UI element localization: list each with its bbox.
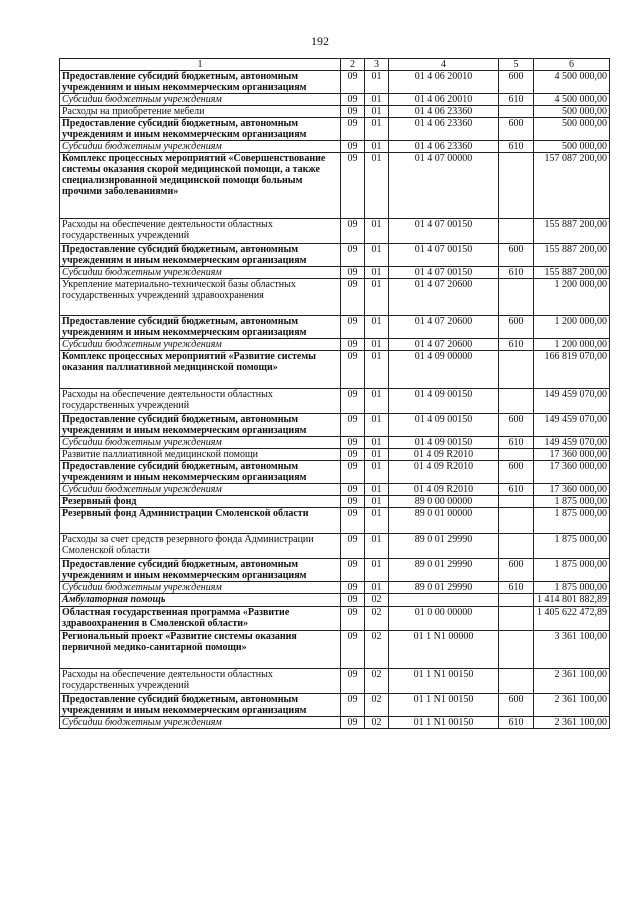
- target-article-cell: 01 4 06 23360: [389, 118, 499, 141]
- table-row: [60, 508, 610, 534]
- row-name-cell: Субсидии бюджетным учреждениям: [60, 582, 341, 594]
- section-code-cell: 09: [341, 389, 365, 414]
- row-name-cell: Субсидии бюджетным учреждениям: [60, 717, 341, 729]
- row-name-cell: Расходы за счет средств резервного фонда Администрации Смоленской области: [60, 534, 341, 559]
- subsection-code-cell: 01: [365, 582, 389, 594]
- amount-cell: 17 360 000,00: [534, 484, 610, 496]
- subsection-code-cell: 02: [365, 631, 389, 669]
- target-article-cell: 01 4 07 00150: [389, 219, 499, 244]
- table-header-row: [60, 59, 610, 71]
- row-name-cell: Предоставление субсидий бюджетным, автономным учреждениям и иным некоммерческим организациям: [60, 244, 341, 267]
- expense-type-cell: 600: [499, 559, 534, 582]
- table-row: [60, 694, 610, 717]
- expense-type-cell: 610: [499, 94, 534, 106]
- table-row: [60, 351, 610, 389]
- row-name-cell: Субсидии бюджетным учреждениям: [60, 437, 341, 449]
- section-code-cell: 09: [341, 94, 365, 106]
- section-code-cell: 09: [341, 461, 365, 484]
- section-code-cell: 09: [341, 717, 365, 729]
- subsection-code-cell: 02: [365, 594, 389, 607]
- expense-type-cell: [499, 607, 534, 631]
- amount-cell: 500 000,00: [534, 141, 610, 153]
- amount-cell: 1 875 000,00: [534, 508, 610, 534]
- subsection-code-cell: 01: [365, 94, 389, 106]
- row-name-cell: Расходы на обеспечение деятельности областных государственных учреждений: [60, 219, 341, 244]
- row-name-cell: Предоставление субсидий бюджетным, автономным учреждениям и иным некоммерческим организациям: [60, 414, 341, 437]
- amount-cell: 2 361 100,00: [534, 669, 610, 694]
- section-code-cell: 09: [341, 351, 365, 389]
- expense-type-cell: 610: [499, 484, 534, 496]
- amount-cell: 500 000,00: [534, 106, 610, 118]
- table-row: [60, 559, 610, 582]
- table-row: [60, 219, 610, 244]
- expense-type-cell: [499, 106, 534, 118]
- amount-cell: 3 361 100,00: [534, 631, 610, 669]
- amount-cell: 149 459 070,00: [534, 414, 610, 437]
- target-article-cell: 01 4 07 00150: [389, 244, 499, 267]
- section-code-cell: 09: [341, 141, 365, 153]
- section-code-cell: 09: [341, 449, 365, 461]
- expense-type-cell: 600: [499, 694, 534, 717]
- table-row: [60, 484, 610, 496]
- table-row: [60, 339, 610, 351]
- section-code-cell: 09: [341, 437, 365, 449]
- amount-cell: 166 819 070,00: [534, 351, 610, 389]
- header-cell-1: 1: [60, 59, 341, 71]
- amount-cell: 155 887 200,00: [534, 267, 610, 279]
- expense-type-cell: [499, 219, 534, 244]
- section-code-cell: 09: [341, 279, 365, 316]
- table-row: [60, 94, 610, 106]
- subsection-code-cell: 01: [365, 118, 389, 141]
- expense-type-cell: [499, 496, 534, 508]
- expense-type-cell: [499, 594, 534, 607]
- target-article-cell: 01 4 09 R2010: [389, 461, 499, 484]
- row-name-cell: Предоставление субсидий бюджетным, автономным учреждениям и иным некоммерческим организациям: [60, 461, 341, 484]
- section-code-cell: 09: [341, 669, 365, 694]
- row-name-cell: Развитие паллиативной медицинской помощи: [60, 449, 341, 461]
- row-name-cell: Укрепление материально-технической базы областных государственных учреждений здравоохранения: [60, 279, 341, 316]
- row-name-cell: Субсидии бюджетным учреждениям: [60, 339, 341, 351]
- section-code-cell: 09: [341, 414, 365, 437]
- row-name-cell: Предоставление субсидий бюджетным, автономным учреждениям и иным некоммерческим организациям: [60, 71, 341, 94]
- subsection-code-cell: 01: [365, 484, 389, 496]
- expense-type-cell: 610: [499, 267, 534, 279]
- section-code-cell: 09: [341, 267, 365, 279]
- table-row: [60, 582, 610, 594]
- section-code-cell: 09: [341, 508, 365, 534]
- expense-type-cell: [499, 449, 534, 461]
- table-row: [60, 106, 610, 118]
- budget-table-body: [60, 59, 610, 729]
- expense-type-cell: 610: [499, 141, 534, 153]
- header-cell-3: 3: [365, 59, 389, 71]
- amount-cell: 1 200 000,00: [534, 339, 610, 351]
- table-row: [60, 594, 610, 607]
- row-name-cell: Субсидии бюджетным учреждениям: [60, 141, 341, 153]
- table-row: [60, 279, 610, 316]
- row-name-cell: Резервный фонд Администрации Смоленской области: [60, 508, 341, 534]
- target-article-cell: 89 0 00 00000: [389, 496, 499, 508]
- subsection-code-cell: 01: [365, 267, 389, 279]
- section-code-cell: 09: [341, 496, 365, 508]
- section-code-cell: 09: [341, 559, 365, 582]
- amount-cell: 2 361 100,00: [534, 717, 610, 729]
- table-row: [60, 153, 610, 219]
- section-code-cell: 09: [341, 484, 365, 496]
- subsection-code-cell: 01: [365, 106, 389, 118]
- amount-cell: 17 360 000,00: [534, 461, 610, 484]
- row-name-cell: Амбулаторная помощь: [60, 594, 341, 607]
- expense-type-cell: 600: [499, 414, 534, 437]
- subsection-code-cell: 01: [365, 461, 389, 484]
- expense-type-cell: 600: [499, 71, 534, 94]
- amount-cell: 155 887 200,00: [534, 244, 610, 267]
- section-code-cell: 09: [341, 582, 365, 594]
- target-article-cell: 01 4 09 00150: [389, 414, 499, 437]
- amount-cell: 500 000,00: [534, 118, 610, 141]
- subsection-code-cell: 02: [365, 607, 389, 631]
- target-article-cell: 01 4 07 20600: [389, 279, 499, 316]
- expense-type-cell: 600: [499, 118, 534, 141]
- row-name-cell: Субсидии бюджетным учреждениям: [60, 94, 341, 106]
- target-article-cell: 01 4 09 R2010: [389, 484, 499, 496]
- subsection-code-cell: 01: [365, 316, 389, 339]
- row-name-cell: Расходы на приобретение мебели: [60, 106, 341, 118]
- amount-cell: 1 414 801 882,89: [534, 594, 610, 607]
- subsection-code-cell: 02: [365, 694, 389, 717]
- subsection-code-cell: 02: [365, 669, 389, 694]
- section-code-cell: 09: [341, 339, 365, 351]
- subsection-code-cell: 01: [365, 496, 389, 508]
- expense-type-cell: 600: [499, 316, 534, 339]
- subsection-code-cell: 01: [365, 71, 389, 94]
- section-code-cell: 09: [341, 594, 365, 607]
- row-name-cell: Региональный проект «Развитие системы оказания первичной медико-санитарной помощи»: [60, 631, 341, 669]
- section-code-cell: 09: [341, 631, 365, 669]
- subsection-code-cell: 01: [365, 389, 389, 414]
- amount-cell: 1 405 622 472,89: [534, 607, 610, 631]
- row-name-cell: Расходы на обеспечение деятельности областных государственных учреждений: [60, 669, 341, 694]
- table-row: [60, 534, 610, 559]
- table-row: [60, 437, 610, 449]
- expense-type-cell: [499, 631, 534, 669]
- table-row: [60, 449, 610, 461]
- subsection-code-cell: 01: [365, 414, 389, 437]
- section-code-cell: 09: [341, 153, 365, 219]
- subsection-code-cell: 01: [365, 141, 389, 153]
- row-name-cell: Резервный фонд: [60, 496, 341, 508]
- section-code-cell: 09: [341, 219, 365, 244]
- section-code-cell: 09: [341, 71, 365, 94]
- target-article-cell: 01 4 09 00000: [389, 351, 499, 389]
- target-article-cell: 01 4 09 R2010: [389, 449, 499, 461]
- amount-cell: 1 200 000,00: [534, 279, 610, 316]
- table-row: [60, 389, 610, 414]
- page-number: 192: [311, 34, 329, 48]
- table-row: [60, 118, 610, 141]
- amount-cell: 17 360 000,00: [534, 449, 610, 461]
- subsection-code-cell: 01: [365, 437, 389, 449]
- row-name-cell: Субсидии бюджетным учреждениям: [60, 267, 341, 279]
- target-article-cell: 01 0 00 00000: [389, 607, 499, 631]
- header-cell-4: 4: [389, 59, 499, 71]
- target-article-cell: 01 1 N1 00150: [389, 669, 499, 694]
- section-code-cell: 09: [341, 607, 365, 631]
- row-name-cell: Комплекс процессных мероприятий «Совершенствование системы оказания скорой медицинской помощи, а также специализированной медицинской помощи больным прочими заболеваниями»: [60, 153, 341, 219]
- amount-cell: 149 459 070,00: [534, 437, 610, 449]
- target-article-cell: [389, 594, 499, 607]
- row-name-cell: Предоставление субсидий бюджетным, автономным учреждениям и иным некоммерческим организациям: [60, 559, 341, 582]
- subsection-code-cell: 01: [365, 339, 389, 351]
- target-article-cell: 01 1 N1 00150: [389, 694, 499, 717]
- amount-cell: 4 500 000,00: [534, 94, 610, 106]
- table-row: [60, 631, 610, 669]
- target-article-cell: 01 4 06 20010: [389, 94, 499, 106]
- amount-cell: 1 875 000,00: [534, 534, 610, 559]
- section-code-cell: 09: [341, 244, 365, 267]
- amount-cell: 1 875 000,00: [534, 582, 610, 594]
- target-article-cell: 01 4 07 20600: [389, 339, 499, 351]
- subsection-code-cell: 01: [365, 534, 389, 559]
- expense-type-cell: 610: [499, 437, 534, 449]
- amount-cell: 1 875 000,00: [534, 496, 610, 508]
- target-article-cell: 01 4 06 23360: [389, 106, 499, 118]
- subsection-code-cell: 01: [365, 153, 389, 219]
- section-code-cell: 09: [341, 118, 365, 141]
- amount-cell: 2 361 100,00: [534, 694, 610, 717]
- expense-type-cell: 610: [499, 717, 534, 729]
- table-row: [60, 244, 610, 267]
- subsection-code-cell: 01: [365, 559, 389, 582]
- target-article-cell: 89 0 01 29990: [389, 582, 499, 594]
- subsection-code-cell: 01: [365, 449, 389, 461]
- target-article-cell: 89 0 01 29990: [389, 534, 499, 559]
- subsection-code-cell: 01: [365, 508, 389, 534]
- table-row: [60, 414, 610, 437]
- row-name-cell: Предоставление субсидий бюджетным, автономным учреждениям и иным некоммерческим организациям: [60, 118, 341, 141]
- table-row: [60, 669, 610, 694]
- expense-type-cell: 600: [499, 461, 534, 484]
- section-code-cell: 09: [341, 534, 365, 559]
- table-row: [60, 607, 610, 631]
- target-article-cell: 01 4 09 00150: [389, 437, 499, 449]
- target-article-cell: 89 0 01 00000: [389, 508, 499, 534]
- row-name-cell: Комплекс процессных мероприятий «Развитие системы оказания паллиативной медицинской помощи»: [60, 351, 341, 389]
- target-article-cell: 01 4 07 20600: [389, 316, 499, 339]
- target-article-cell: 01 4 09 00150: [389, 389, 499, 414]
- table-row: [60, 461, 610, 484]
- table-row: [60, 267, 610, 279]
- expense-type-cell: 610: [499, 582, 534, 594]
- table-row: [60, 141, 610, 153]
- expense-type-cell: [499, 153, 534, 219]
- row-name-cell: Субсидии бюджетным учреждениям: [60, 484, 341, 496]
- expense-type-cell: [499, 534, 534, 559]
- amount-cell: 157 087 200,00: [534, 153, 610, 219]
- amount-cell: 1 200 000,00: [534, 316, 610, 339]
- target-article-cell: 01 4 07 00000: [389, 153, 499, 219]
- row-name-cell: Предоставление субсидий бюджетным, автономным учреждениям и иным некоммерческим организациям: [60, 694, 341, 717]
- section-code-cell: 09: [341, 694, 365, 717]
- table-row: [60, 316, 610, 339]
- table-row: [60, 496, 610, 508]
- expense-type-cell: [499, 279, 534, 316]
- expense-type-cell: [499, 508, 534, 534]
- expense-type-cell: [499, 389, 534, 414]
- amount-cell: 149 459 070,00: [534, 389, 610, 414]
- amount-cell: 155 887 200,00: [534, 219, 610, 244]
- row-name-cell: Областная государственная программа «Развитие здравоохранения в Смоленской области»: [60, 607, 341, 631]
- subsection-code-cell: 01: [365, 351, 389, 389]
- header-cell-2: 2: [341, 59, 365, 71]
- expense-type-cell: 600: [499, 244, 534, 267]
- expense-type-cell: [499, 669, 534, 694]
- target-article-cell: 01 4 07 00150: [389, 267, 499, 279]
- subsection-code-cell: 01: [365, 244, 389, 267]
- row-name-cell: Предоставление субсидий бюджетным, автономным учреждениям и иным некоммерческим организациям: [60, 316, 341, 339]
- budget-table: [59, 58, 610, 729]
- target-article-cell: 01 4 06 23360: [389, 141, 499, 153]
- header-cell-5: 5: [499, 59, 534, 71]
- amount-cell: 4 500 000,00: [534, 71, 610, 94]
- target-article-cell: 01 1 N1 00150: [389, 717, 499, 729]
- subsection-code-cell: 01: [365, 279, 389, 316]
- target-article-cell: 89 0 01 29990: [389, 559, 499, 582]
- target-article-cell: 01 1 N1 00000: [389, 631, 499, 669]
- expense-type-cell: 610: [499, 339, 534, 351]
- subsection-code-cell: 02: [365, 717, 389, 729]
- section-code-cell: 09: [341, 106, 365, 118]
- row-name-cell: Расходы на обеспечение деятельности областных государственных учреждений: [60, 389, 341, 414]
- subsection-code-cell: 01: [365, 219, 389, 244]
- amount-cell: 1 875 000,00: [534, 559, 610, 582]
- table-row: [60, 71, 610, 94]
- section-code-cell: 09: [341, 316, 365, 339]
- table-row: [60, 717, 610, 729]
- target-article-cell: 01 4 06 20010: [389, 71, 499, 94]
- header-cell-6: 6: [534, 59, 610, 71]
- expense-type-cell: [499, 351, 534, 389]
